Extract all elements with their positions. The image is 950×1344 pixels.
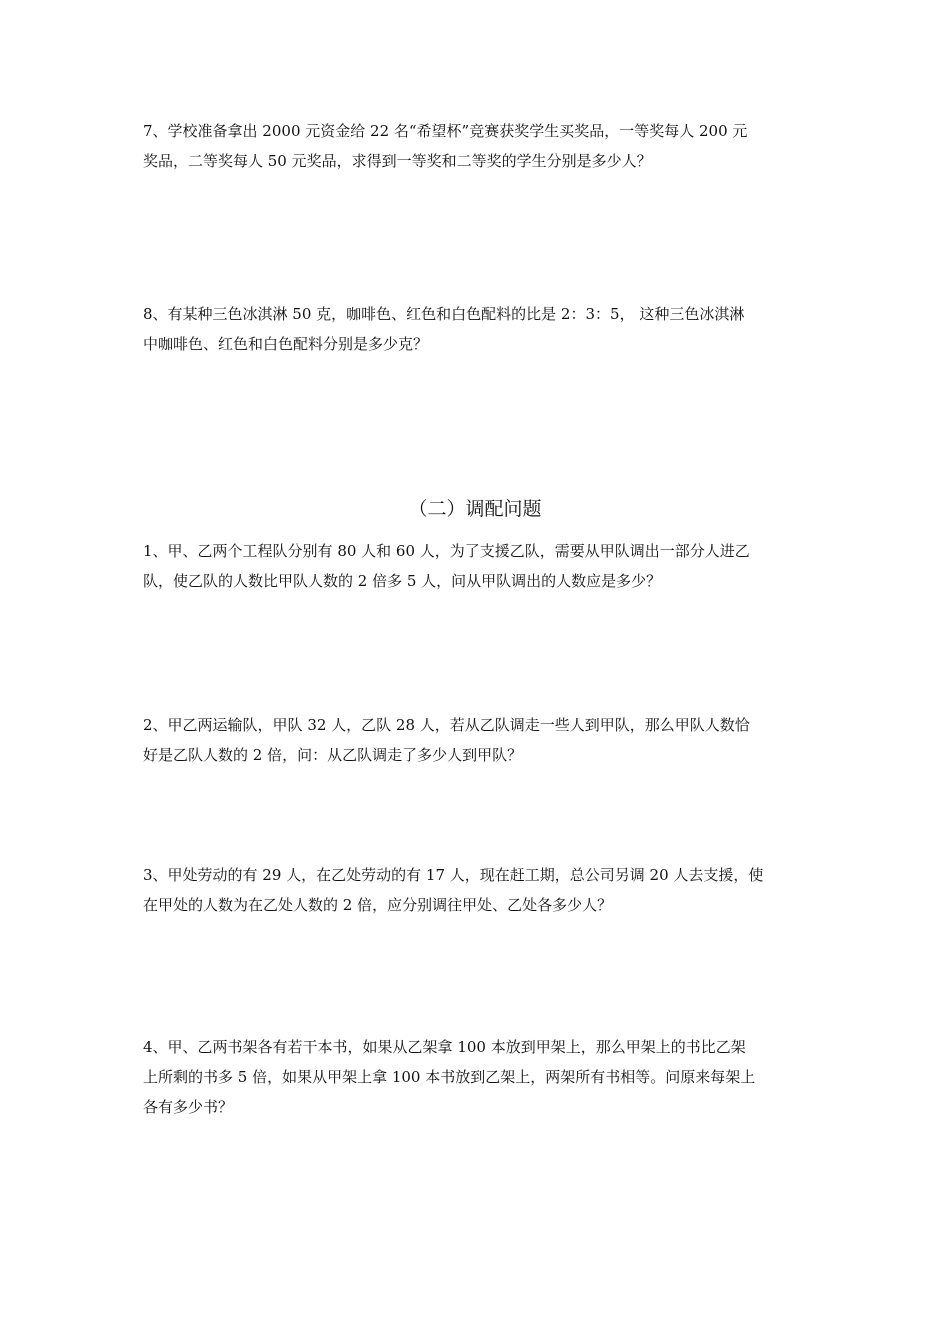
problem-8 <box>143 299 815 359</box>
problem-4 <box>143 1032 815 1122</box>
problem-line: 7、学校准备拿出 2000 元资金给 22 名“希望杯”竞赛获奖学生买奖品，一等奖每人 200 元 <box>143 122 748 140</box>
problem-3 <box>143 860 815 920</box>
problem-2 <box>143 710 815 770</box>
problem-line: 队，使乙队的人数比甲队人数的 2 倍多 5 人，问从甲队调出的人数应是多少？ <box>143 572 662 590</box>
problem-line: 奖品，二等奖每人 50 元奖品，求得到一等奖和二等奖的学生分别是多少人？ <box>143 152 652 170</box>
problem-line: 3、甲处劳动的有 29 人，在乙处劳动的有 17 人，现在赶工期，总公司另调 20 人去支援，使 <box>143 866 764 884</box>
problem-line: 2、甲乙两运输队，甲队 32 人，乙队 28 人，若从乙队调走一些人到甲队，那么甲队人数恰 <box>143 716 750 734</box>
problem-line: 中咖啡色、红色和白色配料分别是多少克？ <box>143 335 429 353</box>
problem-7 <box>143 116 815 176</box>
problem-line: 上所剩的书多 5 倍，如果从甲架上拿 100 本书放到乙架上，两架所有书相等。问原来每架上 <box>143 1068 756 1086</box>
problem-line: 各有多少书？ <box>143 1098 234 1116</box>
section-title: （二）调配问题 <box>408 498 542 520</box>
problem-1 <box>143 536 815 596</box>
problem-line: 8、有某种三色冰淇淋 50 克，咖啡色、红色和白色配料的比是 2：3：5， 这种三色冰淇淋 <box>143 305 745 323</box>
problem-line: 4、甲、乙两书架各有若干本书，如果从乙架拿 100 本放到甲架上，那么甲架上的书比乙架 <box>143 1038 746 1056</box>
problem-line: 1、甲、乙两个工程队分别有 80 人和 60 人，为了支援乙队，需要从甲队调出一部分人进乙 <box>143 542 750 560</box>
problem-line: 好是乙队人数的 2 倍，问：从乙队调走了多少人到甲队？ <box>143 746 523 764</box>
problem-line: 在甲处的人数为在乙处人数的 2 倍，应分别调往甲处、乙处各多少人？ <box>143 896 613 914</box>
